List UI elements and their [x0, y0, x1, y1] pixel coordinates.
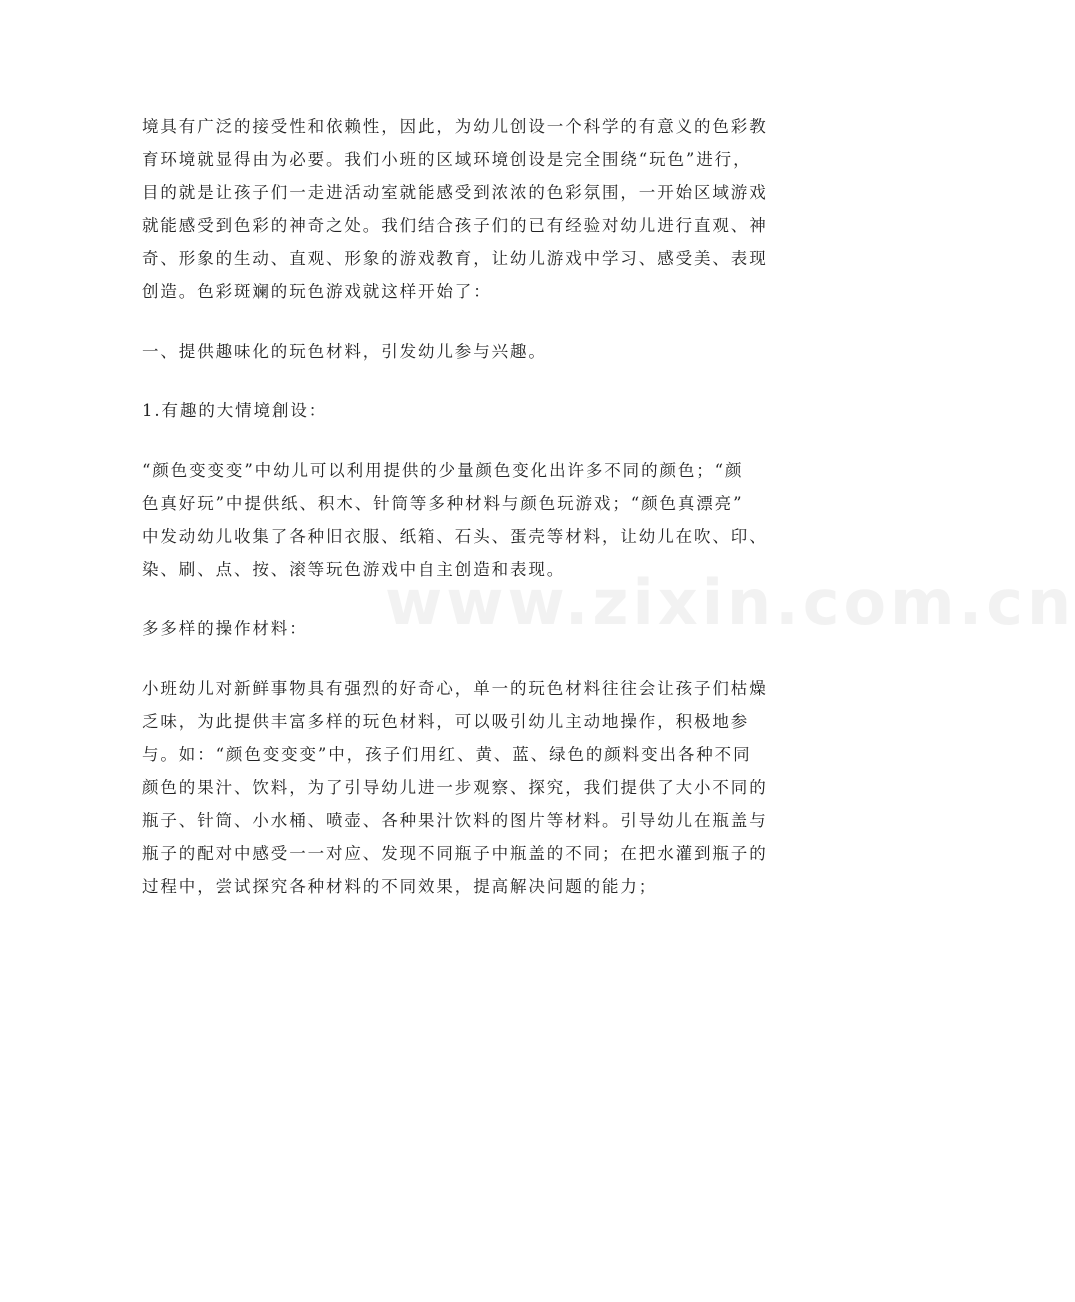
text-line: 中发动幼儿收集了各种旧衣服、纸箱、石头、蛋壳等材料，让幼儿在吹、印、	[142, 526, 768, 546]
paragraph-gap	[142, 308, 782, 335]
text-line: 瓶子、针筒、小水桶、喷壶、各种果汁饮料的图片等材料。引导幼儿在瓶盖与	[142, 810, 768, 830]
paragraph-gap	[142, 645, 782, 672]
text-line: 瓶子的配对中感受一一对应、发现不同瓶子中瓶盖的不同；在把水灌到瓶子的	[142, 843, 768, 863]
paragraph-gap	[142, 586, 782, 613]
text-line: 小班幼儿对新鲜事物具有强烈的好奇心，单一的玩色材料往往会让孩子们枯燥	[142, 678, 768, 698]
paragraph-gap	[142, 427, 782, 454]
text-line: 奇、形象的生动、直观、形象的游戏教育，让幼儿游戏中学习、感受美、表现	[142, 249, 768, 268]
text-line: 1.有趣的大情境創设：	[142, 401, 328, 420]
paragraph	[142, 335, 782, 368]
text-line: 育环境就显得由为必要。我们小班的区域环境创设是完全围绕“玩色”进行，	[142, 150, 752, 169]
watermark-text: www.zixin.com.cn	[385, 566, 1075, 639]
text-line: 过程中，尝试探究各种材料的不同效果，提高解决问题的能力；	[142, 876, 658, 896]
text-line: “颜色变变变”中幼儿可以利用提供的少量颜色变化出许多不同的颜色；“颜	[142, 460, 744, 480]
paragraph	[142, 394, 782, 427]
document-body	[142, 110, 782, 903]
text-line: 乏味，为此提供丰富多样的玩色材料，可以吸引幼儿主动地操作，积极地参	[142, 711, 750, 731]
paragraph-gap	[142, 368, 782, 395]
text-line: 目的就是让孩子们一走进活动室就能感受到浓浓的色彩氛围，一开始区域游戏	[142, 183, 768, 202]
text-line: 多多样的操作材料：	[142, 619, 308, 638]
text-line: 创造。色彩斑斓的玩色游戏就这样开始了：	[142, 282, 492, 301]
text-line: 颜色的果汁、饮料，为了引导幼儿进一步观察、探究，我们提供了大小不同的	[142, 777, 768, 797]
text-line: 色真好玩”中提供纸、积木、针筒等多种材料与颜色玩游戏；“颜色真漂亮”	[142, 493, 744, 513]
text-line: 就能感受到色彩的神奇之处。我们结合孩子们的已有经验对幼儿进行直观、神	[142, 216, 768, 235]
paragraph	[142, 110, 782, 308]
paragraph	[142, 454, 782, 586]
text-line: 染、刷、点、按、滚等玩色游戏中自主创造和表现。	[142, 559, 566, 579]
text-line: 与。如：“颜色变变变”中，孩子们用红、黄、蓝、绿色的颜料变出各种不同	[142, 744, 752, 764]
paragraph	[142, 612, 782, 645]
text-line: 一、提供趣味化的玩色材料，引发幼儿参与兴趣。	[142, 341, 547, 361]
paragraph	[142, 672, 782, 903]
text-line: 境具有广泛的接受性和依赖性，因此，为幼儿创设一个科学的有意义的色彩教	[142, 117, 768, 136]
